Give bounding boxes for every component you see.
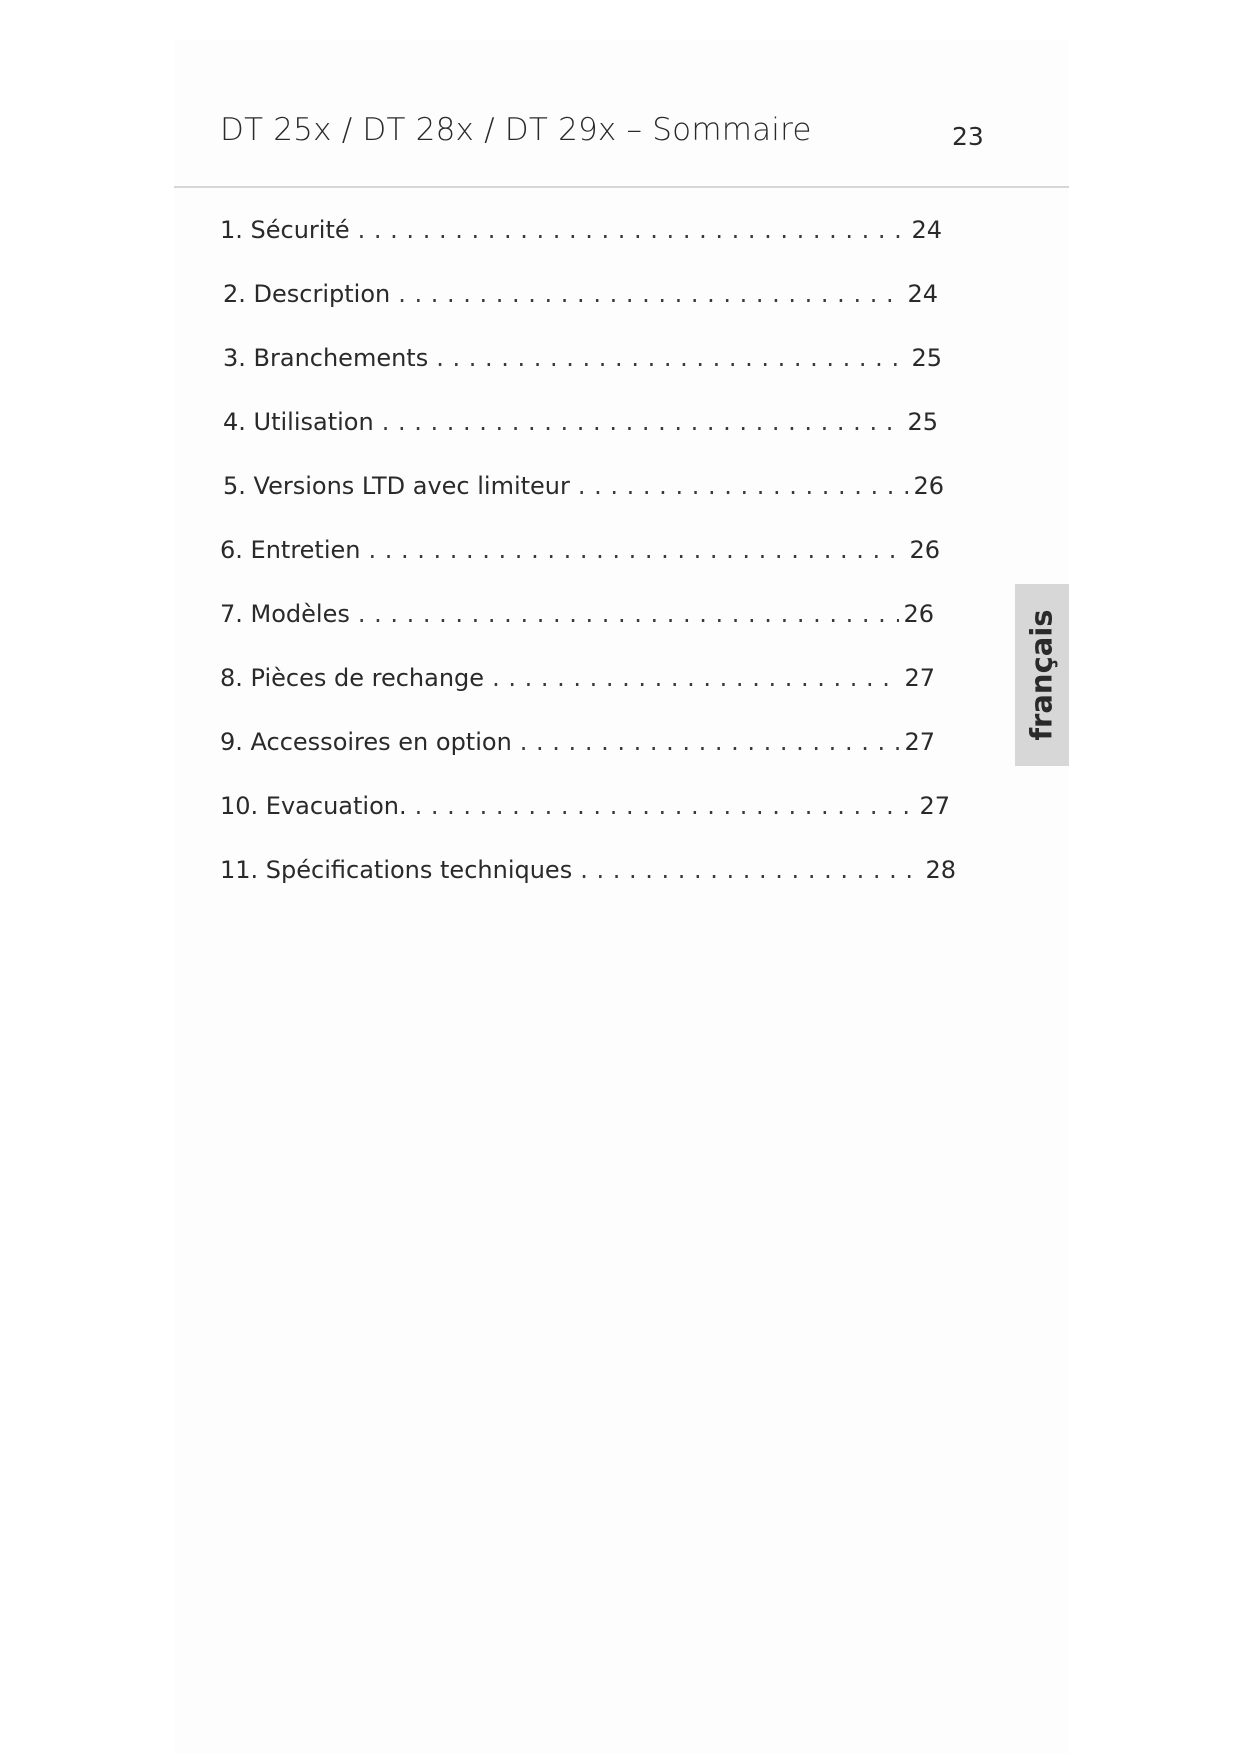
toc-entry-label: 8. Pièces de rechange xyxy=(220,664,485,692)
toc-dot-leader xyxy=(520,728,901,756)
toc-entry-utilisation[interactable] xyxy=(223,408,938,442)
toc-entry-page: 26 xyxy=(909,536,940,564)
toc-entry-page: 26 xyxy=(903,600,934,628)
language-tab xyxy=(1015,584,1069,766)
toc-entry-label: 2. Description xyxy=(223,280,391,308)
toc-dot-leader xyxy=(382,408,904,436)
toc-entry-entretien[interactable] xyxy=(220,536,940,570)
toc-entry-versions-ltd[interactable] xyxy=(223,472,944,506)
toc-dot-leader xyxy=(358,600,900,628)
toc-entry-page: 24 xyxy=(907,280,938,308)
language-tab-label: français xyxy=(1025,609,1060,741)
toc-dot-leader xyxy=(368,536,905,564)
toc-entry-label: 1. Sécurité xyxy=(220,216,350,244)
toc-entry-page: 26 xyxy=(913,472,944,500)
toc-dot-leader xyxy=(578,472,910,500)
toc-entry-label: 7. Modèles xyxy=(220,600,350,628)
toc-dot-leader xyxy=(492,664,900,692)
toc-entry-label: 11. Spécifications techniques xyxy=(220,856,573,884)
toc-entry-evacuation[interactable] xyxy=(220,792,950,826)
toc-entry-page: 28 xyxy=(925,856,956,884)
toc-entry-modeles[interactable] xyxy=(220,600,934,634)
toc-entry-label: 9. Accessoires en option xyxy=(220,728,512,756)
page-number: 23 xyxy=(952,122,984,151)
toc-entry-label: 5. Versions LTD avec limiteur xyxy=(223,472,570,500)
toc-entry-accessoires[interactable] xyxy=(220,728,935,762)
toc-entry-description[interactable] xyxy=(223,280,938,314)
toc-entry-branchements[interactable] xyxy=(223,344,942,378)
toc-entry-page: 27 xyxy=(919,792,950,820)
toc-dot-leader xyxy=(358,216,908,244)
toc-entry-label: 10. Evacuation. xyxy=(220,792,407,820)
toc-entry-label: 3. Branchements xyxy=(223,344,429,372)
toc-entry-page: 27 xyxy=(904,728,935,756)
page-title: DT 25x / DT 28x / DT 29x – Sommaire xyxy=(220,112,812,148)
toc-entry-securite[interactable] xyxy=(220,216,942,250)
toc-dot-leader xyxy=(415,792,916,820)
toc-entry-page: 24 xyxy=(911,216,942,244)
toc-dot-leader xyxy=(580,856,921,884)
toc-entry-page: 25 xyxy=(911,344,942,372)
toc-entry-page: 27 xyxy=(904,664,935,692)
toc-entry-specifications[interactable] xyxy=(220,856,956,890)
toc-dot-leader xyxy=(436,344,907,372)
toc-entry-label: 4. Utilisation xyxy=(223,408,374,436)
toc-entry-page: 25 xyxy=(907,408,938,436)
toc-entry-label: 6. Entretien xyxy=(220,536,361,564)
toc-entry-pieces-de-rechange[interactable] xyxy=(220,664,935,698)
toc-dot-leader xyxy=(398,280,903,308)
